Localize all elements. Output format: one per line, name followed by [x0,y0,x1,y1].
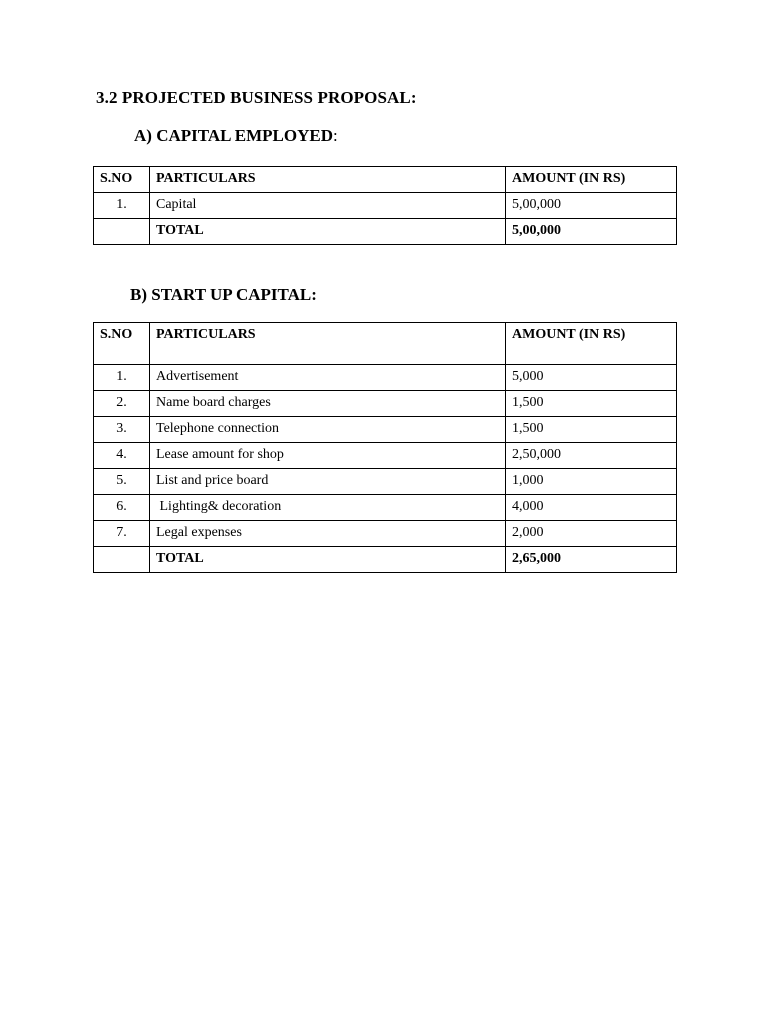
cell-sno: 6. [94,495,150,521]
cell-amount: 2,000 [506,521,677,547]
cell-empty [94,547,150,573]
total-amount: 2,65,000 [506,547,677,573]
header-sno: S.NO [94,323,150,365]
table-row [94,391,677,417]
cell-empty [94,219,150,245]
cell-sno: 1. [94,365,150,391]
table-total-row [94,547,677,573]
table-row [94,365,677,391]
cell-sno: 3. [94,417,150,443]
cell-particular: Advertisement [150,365,506,391]
capital-employed-table [93,166,677,245]
table-row [94,495,677,521]
header-particulars: PARTICULARS [150,323,506,365]
table-row [94,443,677,469]
cell-sno: 5. [94,469,150,495]
capital-employed-heading [134,126,338,146]
startup-capital-heading: B) START UP CAPITAL: [130,285,317,304]
table-row [94,193,677,219]
header-sno: S.NO [94,167,150,193]
cell-amount: 1,000 [506,469,677,495]
total-label: TOTAL [150,219,506,245]
startup-capital-table [93,322,677,573]
cell-amount: 1,500 [506,391,677,417]
cell-particular: Lighting& decoration [150,495,506,521]
table-row [94,417,677,443]
cell-sno: 7. [94,521,150,547]
cell-particular: Legal expenses [150,521,506,547]
cell-amount: 2,50,000 [506,443,677,469]
capital-employed-heading-colon: : [332,126,338,145]
cell-particular: Name board charges [150,391,506,417]
cell-sno: 4. [94,443,150,469]
cell-sno: 2. [94,391,150,417]
table-row [94,469,677,495]
header-amount: AMOUNT (IN RS) [506,323,677,365]
table-row [94,521,677,547]
table-total-row [94,219,677,245]
capital-employed-heading-text: A) CAPITAL EMPLOYED [134,126,333,145]
cell-amount: 5,000 [506,365,677,391]
cell-amount: 4,000 [506,495,677,521]
header-amount: AMOUNT (IN RS) [506,167,677,193]
cell-particular: Lease amount for shop [150,443,506,469]
cell-particular: List and price board [150,469,506,495]
cell-amount: 1,500 [506,417,677,443]
table-header-row [94,167,677,193]
total-label: TOTAL [150,547,506,573]
cell-particular: Capital [150,193,506,219]
header-particulars: PARTICULARS [150,167,506,193]
cell-sno: 1. [94,193,150,219]
section-title: 3.2 PROJECTED BUSINESS PROPOSAL: [96,88,417,107]
table-header-row [94,323,677,365]
cell-amount: 5,00,000 [506,193,677,219]
cell-particular: Telephone connection [150,417,506,443]
total-amount: 5,00,000 [506,219,677,245]
